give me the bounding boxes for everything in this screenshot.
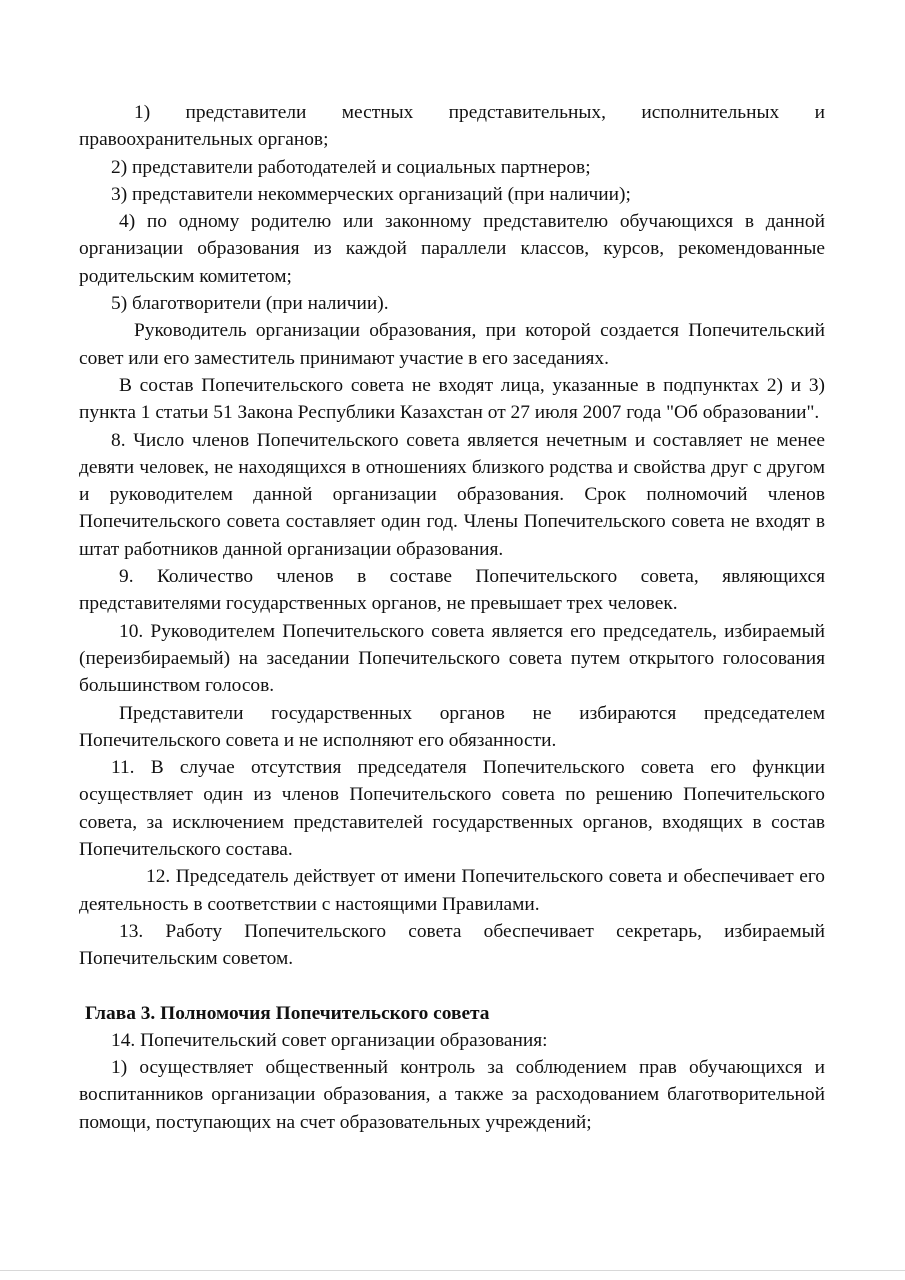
paragraph-10: 10. Руководителем Попечительского совета является его председатель, избираемый (переизбираемый) на заседании Попечительского совета путем открытого голосования большинством голосов. — [79, 620, 825, 697]
page-bottom-divider — [0, 1270, 905, 1271]
paragraph-excluded-persons: В состав Попечительского совета не входят лица, указанные в подпунктах 2) и 3) пункта 1 статьи 51 Закона Республики Казахстан от 27 июля 2007 года "Об образовании". — [79, 374, 825, 424]
paragraph-9: 9. Количество членов в составе Попечительского совета, являющихся представителями государственных органов, не превышает трех человек. — [79, 566, 825, 615]
document-body — [79, 99, 825, 1136]
paragraph-state-representatives: Представители государственных органов не избираются председателем Попечительского совета и не исполняют его обязанности. — [79, 702, 825, 751]
paragraph-14-item-1: 1) осуществляет общественный контроль за соблюдением прав обучающихся и воспитанников организации образования, а также за расходованием благотворительной помощи, поступающих на счет образовательных учреждений; — [79, 1057, 825, 1133]
paragraph-8: 8. Число членов Попечительского совета является нечетным и составляет не менее девяти человек, не находящихся в отношениях близкого родства и свойства друг с другом и руководителем данной организации образования. Срок полномочий членов Попечительского совета составляет один год. Члены Попечительского совета не входят в штат работников данной организации образования. — [79, 429, 825, 560]
paragraph-item-5: 5) благотворители (при наличии). — [111, 293, 389, 315]
paragraph-item-1: 1) представители местных представительных, исполнительных и правоохранительных органов; — [79, 102, 825, 151]
chapter-heading: Глава 3. Полномочия Попечительского совета — [85, 1002, 490, 1024]
paragraph-12: 12. Председатель действует от имени Попечительского совета и обеспечивает его деятельность в соответствии с настоящими Правилами. — [79, 866, 825, 915]
section-spacer — [79, 973, 825, 1000]
paragraph-13: 13. Работу Попечительского совета обеспечивает секретарь, избираемый Попечительским советом. — [79, 920, 825, 970]
paragraph-head-participation: Руководитель организации образования, при которой создается Попечительский совет или его заместитель принимают участие в его заседаниях. — [79, 320, 825, 369]
paragraph-11: 11. В случае отсутствия председателя Попечительского совета его функции осуществляет один из членов Попечительского совета по решению Попечительского совета, за исключением представителей государственных органов, входящих в состав Попечительского состава. — [79, 757, 825, 861]
paragraph-14: 14. Попечительский совет организации образования: — [111, 1029, 548, 1051]
paragraph-item-4: 4) по одному родителю или законному представителю обучающихся в данной организации образования из каждой параллели классов, курсов, рекомендованные родительским комитетом; — [79, 211, 825, 287]
paragraph-item-3: 3) представители некоммерческих организаций (при наличии); — [111, 183, 631, 205]
paragraph-item-2: 2) представители работодателей и социальных партнеров; — [111, 156, 591, 178]
